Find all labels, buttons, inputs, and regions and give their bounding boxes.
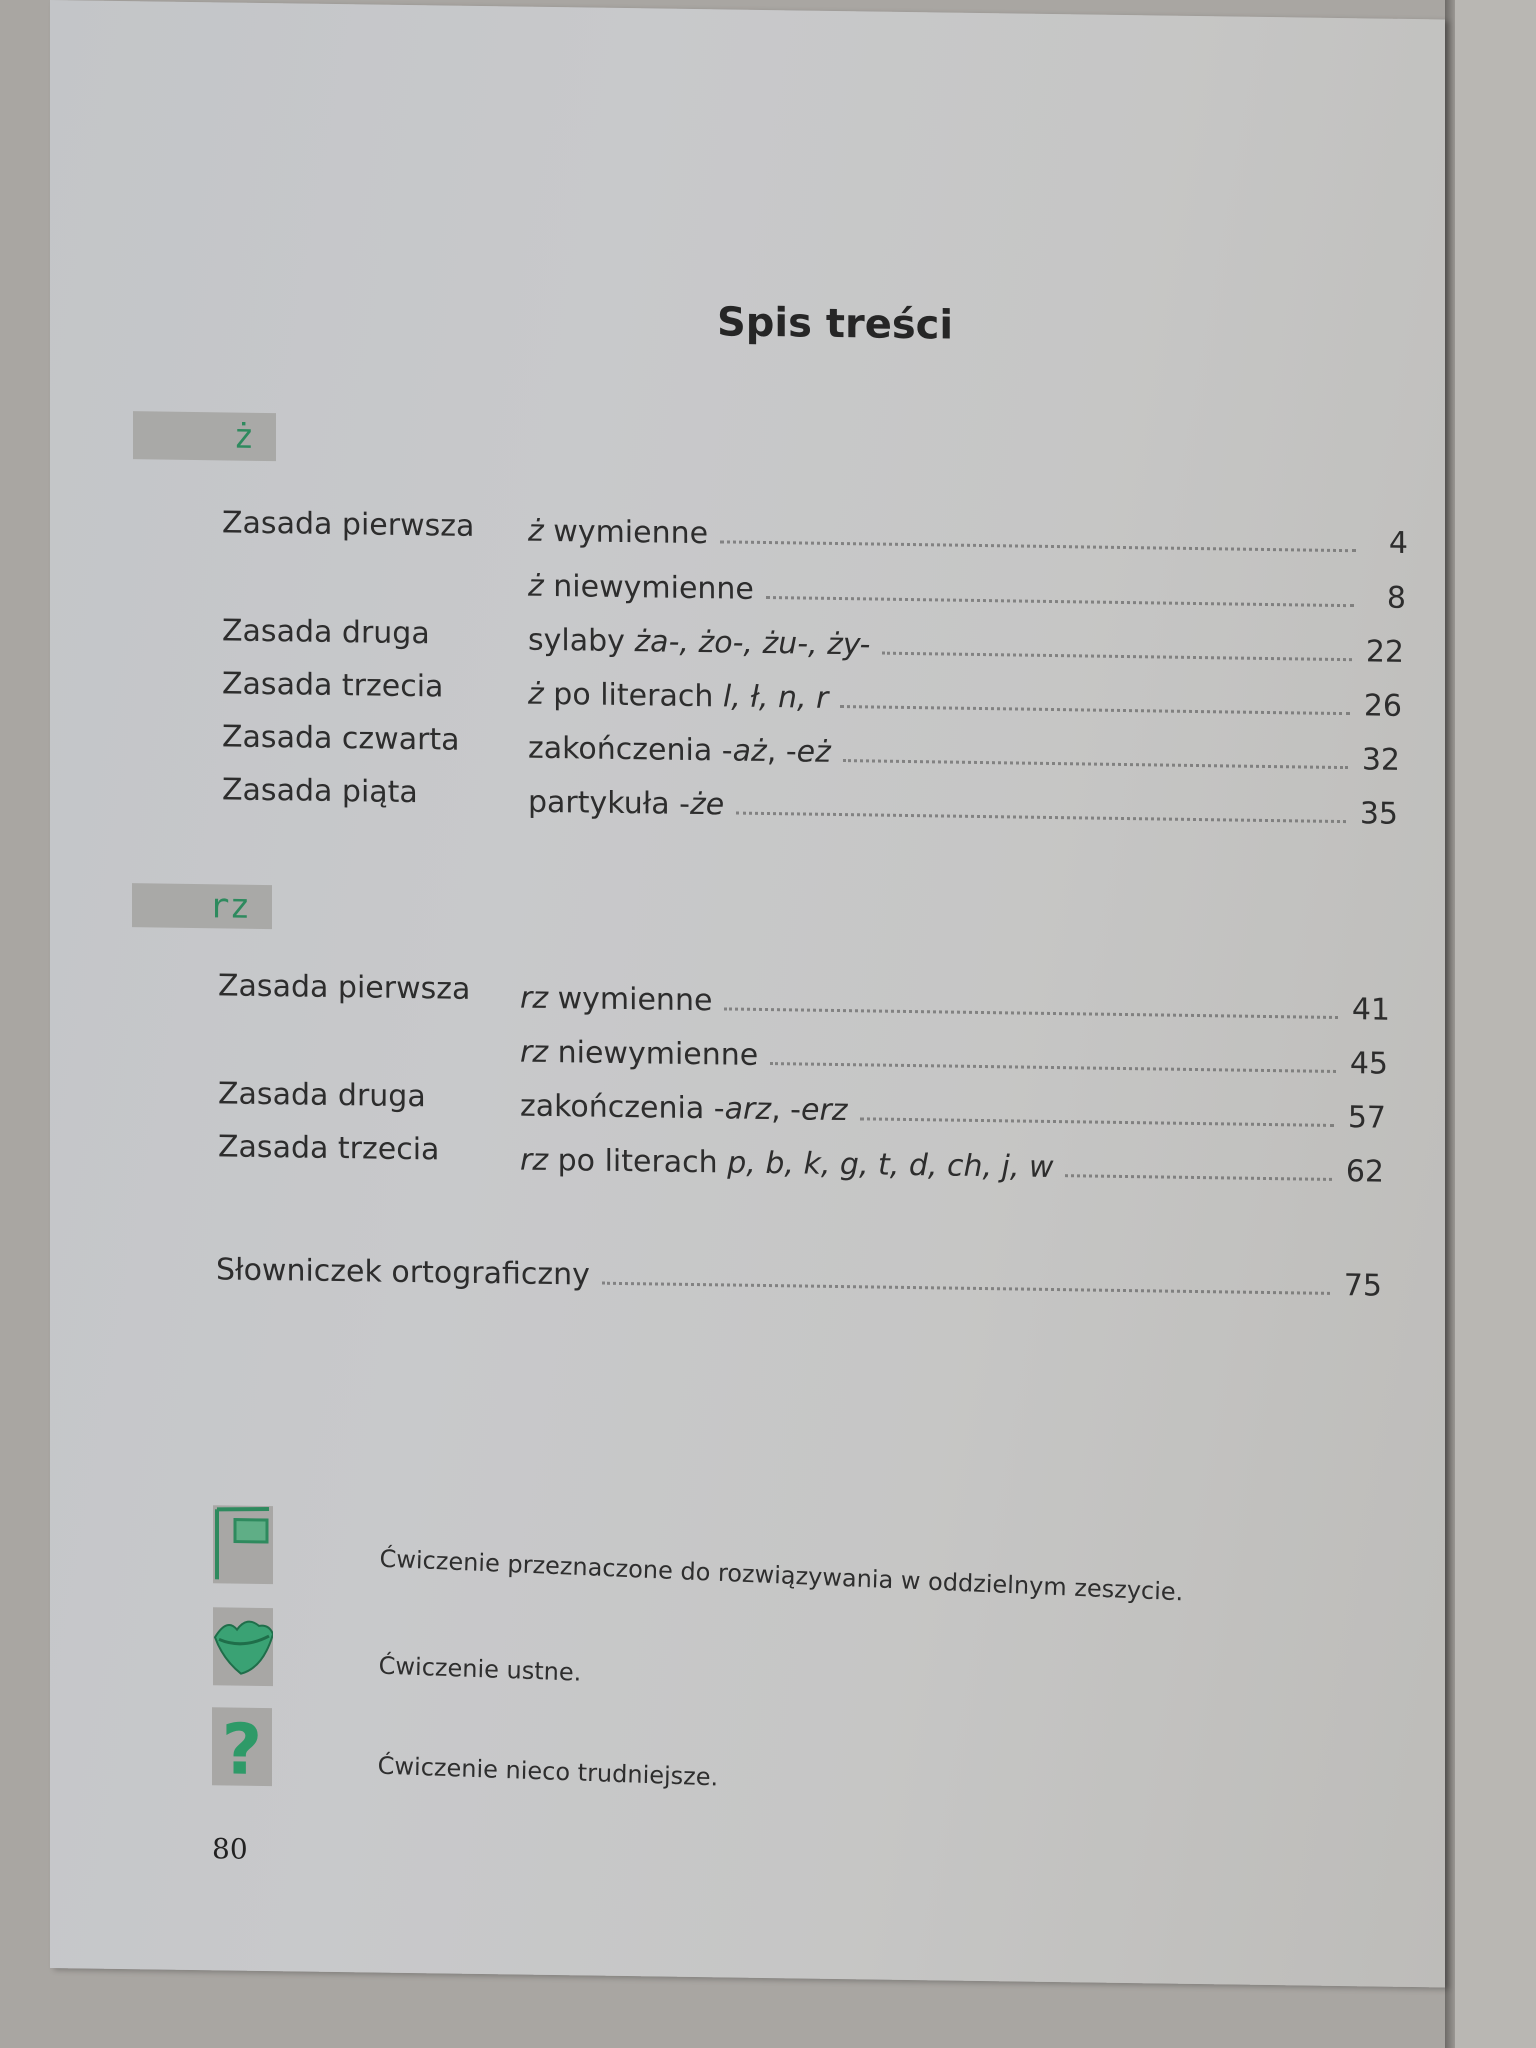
background-page xyxy=(1455,0,1536,2048)
dot-leader xyxy=(882,652,1352,662)
page-ref: 45 xyxy=(1349,1046,1388,1082)
section-tag-z: ż xyxy=(133,411,276,461)
page-ref: 57 xyxy=(1347,1100,1386,1136)
toc-entry[interactable]: rz po literach p, b, k, g, t, d, ch, j, w 62 xyxy=(520,1142,1384,1190)
toc-entry[interactable]: ż wymienne 4 xyxy=(528,513,1408,561)
page-ref: 32 xyxy=(1361,742,1400,778)
dot-leader xyxy=(720,540,1356,552)
page-ref: 75 xyxy=(1343,1268,1382,1304)
question-mark-icon xyxy=(212,1707,272,1786)
toc-entry[interactable]: ż po literach l, ł, n, r 26 xyxy=(528,676,1402,724)
toc-entry[interactable]: rz niewymienne 45 xyxy=(520,1034,1388,1082)
section-tag-rz: rz xyxy=(132,883,272,929)
legend-text: Ćwiczenie nieco trudniejsze. xyxy=(377,1751,719,1792)
dot-leader xyxy=(736,812,1346,824)
toc-entry-dictionary[interactable]: Słowniczek ortograficzny 75 xyxy=(216,1252,1382,1304)
rule-name: Zasada pierwsza xyxy=(218,968,471,1007)
rule-name: Zasada druga xyxy=(222,613,430,652)
toc-entry[interactable]: partykuła -że 35 xyxy=(528,784,1398,832)
rule-name: Zasada trzecia xyxy=(218,1129,440,1168)
toc-entry[interactable]: sylaby ża-, żo-, żu-, ży- 22 xyxy=(528,622,1404,670)
dot-leader xyxy=(724,1007,1338,1019)
lips-icon xyxy=(213,1607,273,1686)
dot-leader xyxy=(766,596,1354,607)
rule-name: Zasada piąta xyxy=(222,772,418,811)
page-title: Spis treści xyxy=(716,299,954,349)
page-ref: 22 xyxy=(1365,634,1404,670)
legend-text: Ćwiczenie ustne. xyxy=(378,1651,582,1687)
dot-leader xyxy=(860,1117,1334,1127)
page-ref: 4 xyxy=(1388,525,1408,561)
toc-entry[interactable]: rz wymienne 41 xyxy=(520,980,1390,1028)
rule-name: Zasada pierwsza xyxy=(222,505,475,544)
page-edge xyxy=(1445,0,1455,2048)
book-page xyxy=(50,0,1445,1987)
rule-name: Zasada trzecia xyxy=(222,666,444,705)
dot-leader xyxy=(840,705,1350,715)
dot-leader xyxy=(770,1062,1336,1073)
svg-text:?: ? xyxy=(221,1708,263,1787)
toc-entry[interactable]: ż niewymienne 8 xyxy=(528,568,1406,616)
dot-leader xyxy=(843,759,1348,769)
dot-leader xyxy=(602,1282,1330,1295)
toc-entry[interactable]: zakończenia -aż, -eż 32 xyxy=(528,730,1400,778)
page-number: 80 xyxy=(212,1832,248,1866)
page-ref: 8 xyxy=(1386,580,1406,616)
legend-text: Ćwiczenie przeznaczone do rozwiązywania w oddzielnym zeszycie. xyxy=(379,1544,1184,1607)
page-ref: 35 xyxy=(1359,796,1398,832)
dot-leader xyxy=(1065,1174,1332,1181)
page-ref: 41 xyxy=(1351,992,1390,1028)
rule-name: Zasada druga xyxy=(218,1076,426,1115)
notebook-icon xyxy=(213,1505,273,1584)
page-ref: 62 xyxy=(1345,1154,1384,1190)
page-ref: 26 xyxy=(1363,688,1402,724)
rule-name: Zasada czwarta xyxy=(222,719,460,758)
toc-entry[interactable]: zakończenia -arz, -erz 57 xyxy=(520,1088,1386,1136)
